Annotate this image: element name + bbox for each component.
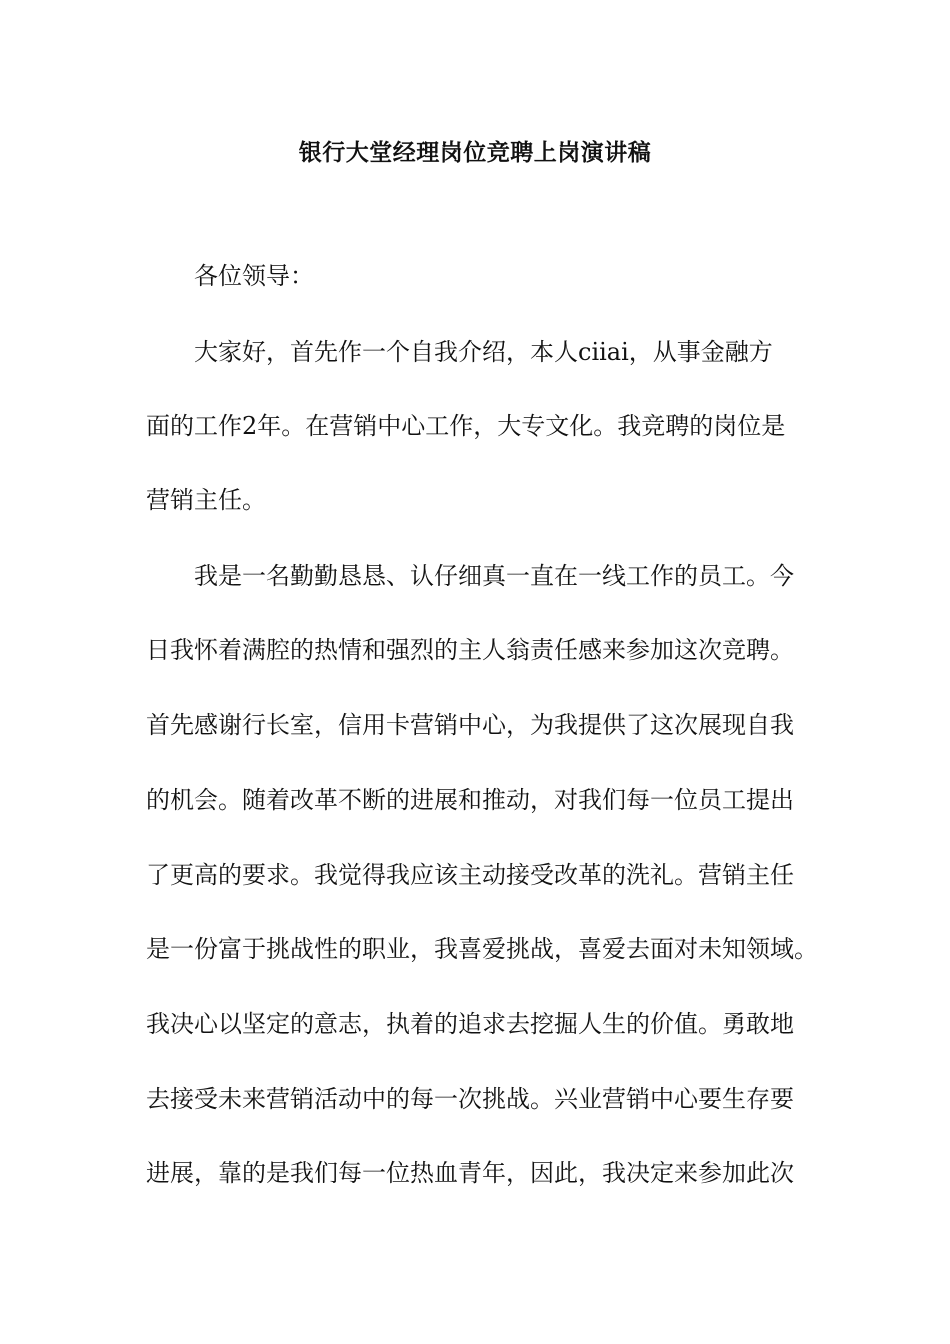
paragraph-line: 的机会。随着改革不断的进展和推动，对我们每一位员工提出	[146, 786, 794, 814]
paragraph-line: 我是一名勤勤恳恳、认仔细真一直在一线工作的员工。今	[194, 562, 794, 590]
paragraph-line: 日我怀着满腔的热情和强烈的主人翁责任感来参加这次竞聘。	[146, 636, 794, 664]
paragraph-line: 了更高的要求。我觉得我应该主动接受改革的洗礼。营销主任	[146, 861, 794, 889]
salutation-line: 各位领导：	[194, 262, 314, 290]
document-title: 银行大堂经理岗位竞聘上岗演讲稿	[298, 140, 652, 166]
paragraph-line: 营销主任。	[146, 486, 266, 514]
paragraph-line: 面的工作2年。在营销中心工作，大专文化。我竞聘的岗位是	[146, 412, 786, 440]
paragraph-line: 我决心以坚定的意志，执着的追求去挖掘人生的价值。勇敢地	[146, 1010, 794, 1038]
paragraph-line: 大家好，首先作一个自我介绍，本人ciiai，从事金融方	[194, 338, 773, 366]
paragraph-line: 进展，靠的是我们每一位热血青年，因此，我决定来参加此次	[146, 1159, 794, 1187]
paragraph-line: 是一份富于挑战性的职业，我喜爱挑战，喜爱去面对未知领域。	[146, 935, 818, 963]
paragraph-line: 首先感谢行长室，信用卡营销中心，为我提供了这次展现自我	[146, 711, 794, 739]
paragraph-line: 去接受未来营销活动中的每一次挑战。兴业营销中心要生存要	[146, 1085, 794, 1113]
